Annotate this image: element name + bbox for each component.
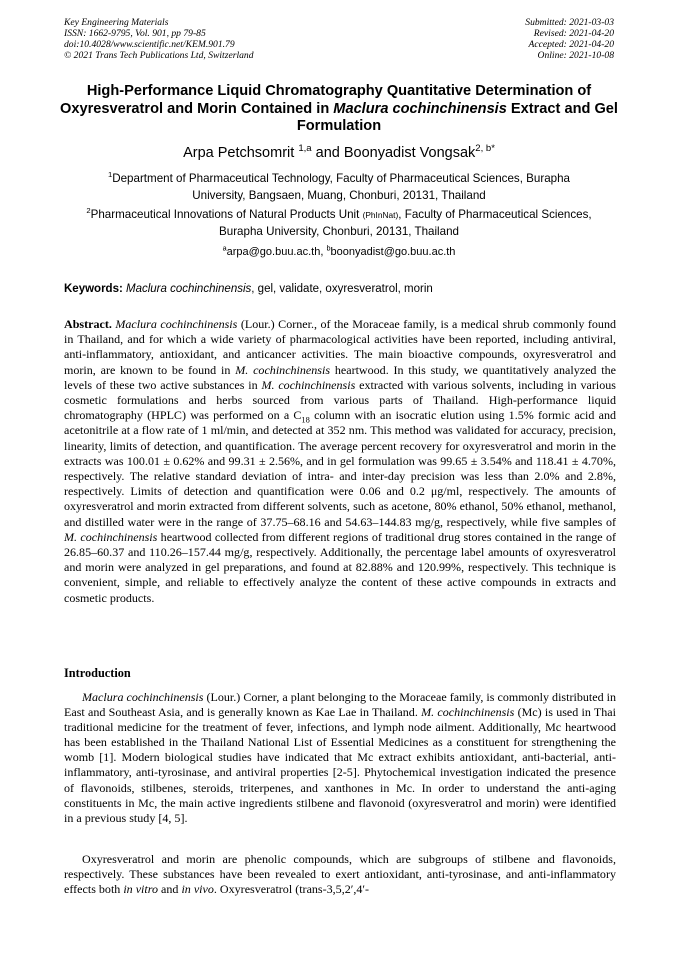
author-2: Boonyadist Vongsak	[343, 145, 476, 161]
title-part-1: High-Performance Liquid Chromatography Quantitative Determination of Oxyresveratrol and Morin Contained in	[60, 83, 592, 117]
email-b[interactable]: boonyadist@go.buu.ac.th	[330, 246, 456, 258]
copyright-line: © 2021 Trans Tech Publications Ltd, Switzerland	[64, 50, 254, 61]
introduction-paragraph-1	[64, 690, 616, 826]
paper-title	[40, 83, 638, 136]
abstract-text-4: column with an isocratic elution using 1.5% formic acid and acetonitrile at a flow rate of 1 ml/min, and detected at 352 nm. This method was validated for accuracy, precision, linearity, limits of detection, and quantification. The average percent recovery for oxyresveratrol and morin in the extracts was 100.01 ± 0.62% and 99.31 ± 2.56%, and in gel formulation was 99.65 ± 3.54% and 118.41 ± 4.70%, respectively. The relative standard deviation of intra- and inter-day precision was less than 2.0% and 2.8%, respectively. Limits of detection and quantification were 0.06 and 0.2 μg/ml, respectively. The amounts of oxyresveratrol and morin extracted from different solvents, such as acetone, 80% ethanol, 50% ethanol, methanol, and distilled water were in the range of 37.75–68.16 and 54.63–144.83 mg/g, respectively, while five samples of	[64, 408, 616, 529]
submitted-date: Submitted: 2021-03-03	[525, 17, 614, 28]
abstract-text-5: heartwood collected from different regions of traditional drug stores contained in the range of 26.85–60.37 and 110.26–157.44 mg/g, respectively. Additionally, the percentage label amounts of oxyresveratrol and morin were analyzed in gel preparations, and found at 82.88% and 120.99%, respectively. This technique is convenient, simple, and reliable to effectively analyze the content of these active compounds in extracts and cosmetic products.	[64, 529, 616, 605]
intro-in-vivo: in vivo	[181, 882, 214, 897]
abstract	[64, 317, 616, 606]
intro-text-1: (Lour.) Corner, a plant belonging to the Moraceae family, is commonly distributed in East and Southeast Asia, and is generally known as Kae Lae in Thailand.	[64, 690, 616, 720]
intro-p2-text-2: . Oxyresveratrol (trans-3,5,2′,4′-	[213, 882, 370, 897]
intro-species-1: Maclura cochinchinensis	[82, 690, 204, 704]
affiliation-1	[80, 171, 598, 204]
intro-species-2: M. cochinchinensis	[421, 705, 515, 720]
title-species: Maclura cochinchinensis	[333, 100, 507, 117]
affiliation-1-text: Department of Pharmaceutical Technology, Faculty of Pharmaceutical Sciences, Burapha University, Bangsaen, Muang, Chonburi, 20131, Thailand	[112, 172, 570, 202]
author-2-marker: 2, b*	[475, 143, 495, 155]
introduction-heading: Introduction	[64, 666, 131, 680]
keywords-label: Keywords:	[64, 283, 123, 295]
abstract-species-2: M. cochinchinensis	[235, 362, 331, 377]
intro-text-2: (Mc) is used in Thai traditional medicine for the treatment of fever, infections, and lymph node ailment. Additionally, Mc heartwood has been established in the Thailand National List of Essential Medicines as a constituent for strengthening the womb [1]. Modern biological studies have indicated that Mc extract exhibits antioxidant, anti-bacterial, anti-inflammatory, anti-tyrosinase, and antiviral properties [2-5]. Phytochemical investigation indicated the presence of flavonoids, stilbenes, steroids, triterpenes, and xanthones in Mc. In order to understand the anti-aging constituents in Mc, the main active ingredients stilbene and flavonoid (oxyresveratrol and morin) were identified in a previous study [4, 5].	[64, 705, 616, 825]
abstract-label: Abstract.	[64, 317, 112, 331]
affiliation-2-text-end: , Faculty of Pharmaceutical Sciences, Burapha University, Chonburi, 20131, Thailand	[219, 208, 592, 238]
affiliation-2-unit: (PhInNat)	[362, 210, 399, 220]
journal-name: Key Engineering Materials	[64, 17, 169, 28]
email-a-marker: a	[222, 243, 227, 253]
intro-p2-text-1: Oxyresveratrol and morin are phenolic compounds, which are subgroups of stilbene and flavonoids, respectively. These substances have been revealed to exert antioxidant, anti-tyrosinase, and anti-inflammatory effects both	[64, 852, 616, 897]
author-emails	[40, 245, 638, 259]
doi-line: doi:10.4028/www.scientific.net/KEM.901.79	[64, 39, 235, 50]
author-1: Arpa Petchsomrit	[183, 145, 299, 161]
abstract-c18-subscript: 18	[301, 414, 310, 425]
intro-and: and	[158, 882, 182, 897]
affiliation-2	[80, 207, 598, 240]
abstract-text-1: (Lour.) Corner., of the Moraceae family, is a medical shrub commonly found in Thailand, and for which a wide variety of pharmacological activities have been reported, including antiviral, anti-inflammatory, antioxidant, and anticancer activities. The main bioactive compounds, oxyresveratrol and morin, are known to be found in	[64, 317, 616, 377]
author-1-marker: 1,a	[298, 143, 312, 155]
email-b-marker: b	[326, 243, 331, 253]
journal-info	[64, 17, 254, 61]
affiliation-2-number: 2	[86, 206, 91, 216]
accepted-date: Accepted: 2021-04-20	[528, 39, 614, 50]
abstract-species-3: M. cochinchinensis	[261, 377, 356, 392]
publication-dates	[525, 17, 614, 61]
abstract-text-3: extracted with various solvents, including in various cosmetic formulations and herbs sourced from various parts of Thailand. High-performance liquid chromatography (HPLC) was performed on a C	[64, 377, 616, 423]
abstract-species-1: Maclura cochinchinensis	[111, 317, 238, 331]
abstract-species-4: M. cochinchinensis	[64, 529, 158, 544]
revised-date: Revised: 2021-04-20	[533, 28, 614, 39]
introduction-paragraph-2	[64, 852, 616, 897]
author-conjunction: and	[311, 145, 344, 161]
affiliation-2-text-start: Pharmaceutical Innovations of Natural Products Unit	[90, 208, 363, 221]
affiliation-1-number: 1	[107, 170, 113, 180]
intro-in-vitro: in vitro	[123, 882, 159, 897]
email-a[interactable]: arpa@go.buu.ac.th,	[226, 246, 327, 258]
online-date: Online: 2021-10-08	[537, 50, 614, 61]
keywords-list: , gel, validate, oxyresveratrol, morin	[251, 283, 433, 295]
keywords-species: Maclura cochinchinensis	[122, 283, 252, 295]
abstract-text-2: heartwood. In this study, we quantitatively analyzed the levels of these two active substances in	[64, 362, 616, 392]
keywords	[64, 282, 616, 296]
author-list	[40, 145, 638, 162]
title-part-2: Extract and Gel Formulation	[296, 100, 618, 134]
issn-line: ISSN: 1662-9795, Vol. 901, pp 79-85	[64, 28, 206, 39]
